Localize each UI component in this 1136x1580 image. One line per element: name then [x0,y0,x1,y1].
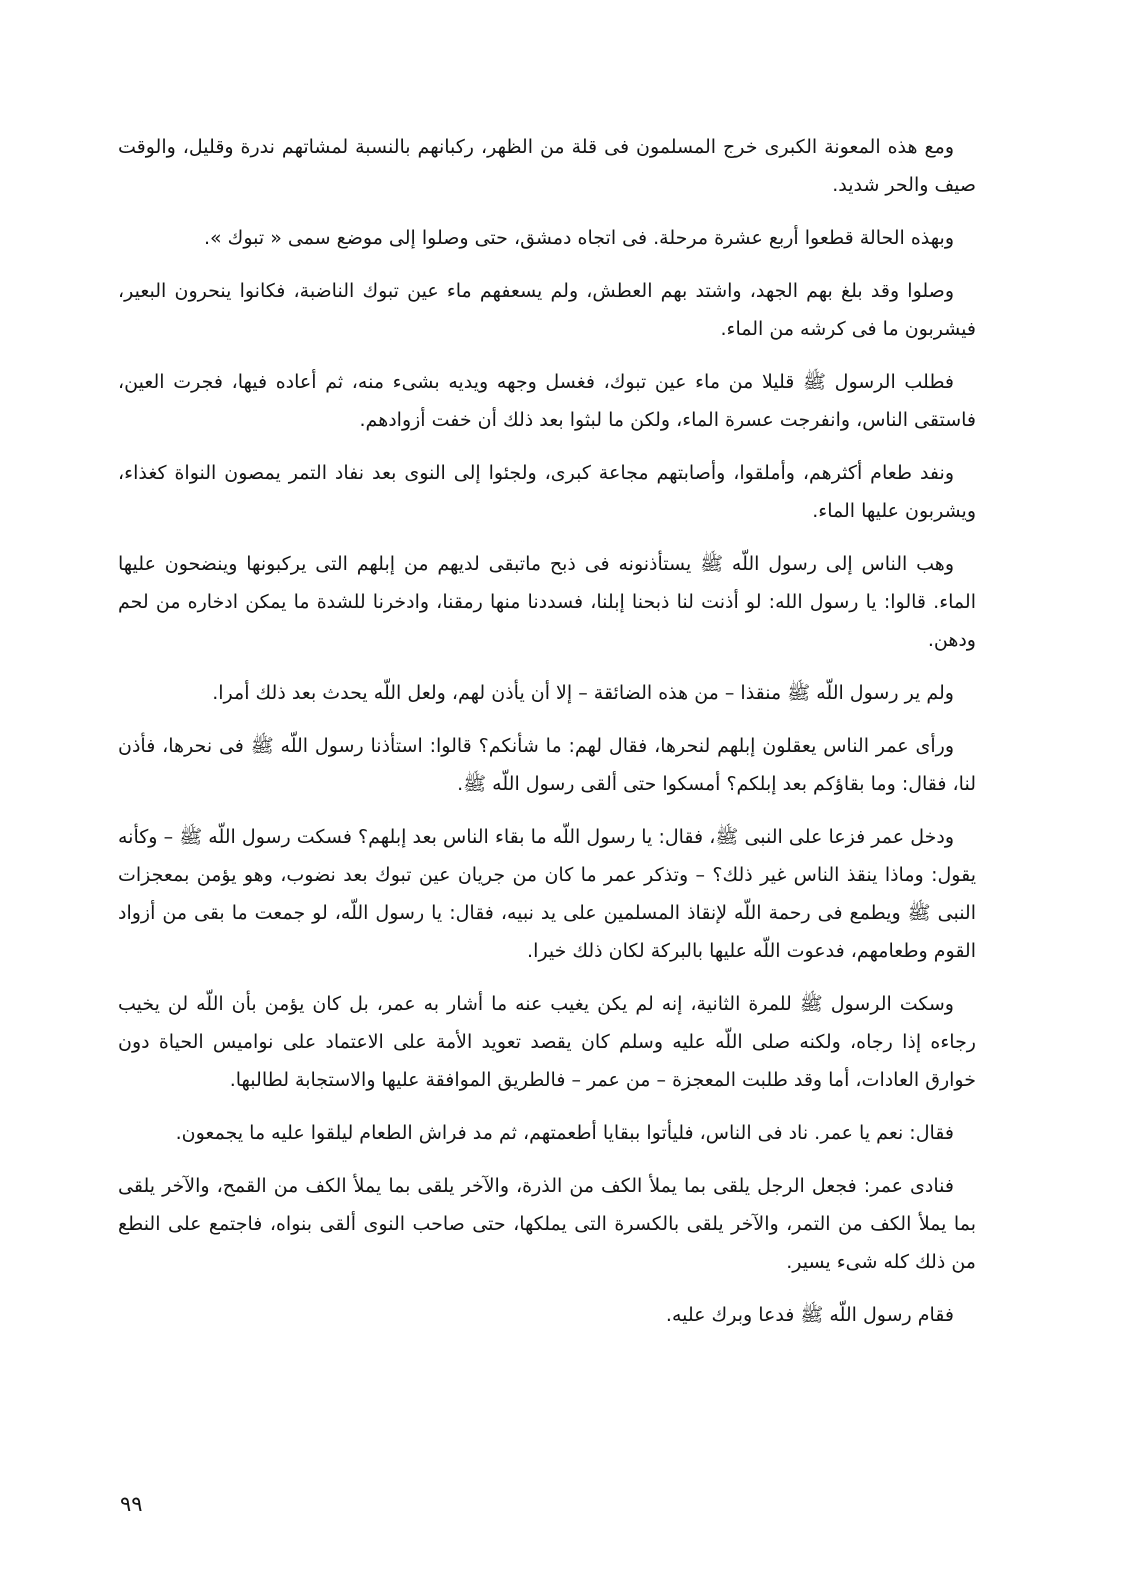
paragraph: ورأى عمر الناس يعقلون إبلهم لنحرها، فقال لهم: ما شأنكم؟ قالوا: استأذنا رسول اللّه ﷺ فى نحرها، فأذن لنا، فقال: وما بقاؤكم بعد إبلكم؟ أمسكوا حتى ألقى رسول اللّه ﷺ. [118,735,976,795]
paragraph: ونفد طعام أكثرهم، وأملقوا، وأصابتهم مجاعة كبرى، ولجئوا إلى النوى بعد نفاد التمر يمصون النواة كغذاء، ويشربون عليها الماء. [118,462,976,522]
paragraph: وصلوا وقد بلغ بهم الجهد، واشتد بهم العطش، ولم يسعفهم ماء عين تبوك الناضبة، فكانوا ينحرون البعير، فيشربون ما فى كرشه من الماء. [118,280,976,340]
paragraph: وهب الناس إلى رسول اللّه ﷺ يستأذنونه فى ذبح ماتبقى لديهم من إبلهم التى يركبونها وينضحون عليها الماء. قالوا: يا رسول الله: لو أذنت لنا ذبحنا إبلنا، فسددنا منها رمقنا، وادخرنا للشدة ما يمكن ادخاره من لحم ودهن. [118,553,976,651]
paragraph: وبهذه الحالة قطعوا أربع عشرة مرحلة. فى اتجاه دمشق، حتى وصلوا إلى موضع سمى « تبوك ». [203,227,954,249]
paragraph: ومع هذه المعونة الكبرى خرج المسلمون فى قلة من الظهر، ركبانهم بالنسبة لمشاتهم ندرة وقليل، والوقت صيف والحر شديد. [118,136,976,196]
paragraph: فقام رسول اللّه ﷺ فدعا وبرك عليه. [665,1304,954,1326]
paragraph: فطلب الرسول ﷺ قليلا من ماء عين تبوك، فغسل وجهه ويديه بشىء منه، ثم أعاده فيها، فجرت العين، فاستقى الناس، وانفرجت عسرة الماء، ولكن ما لبثوا بعد ذلك أن خفت أزوادهم. [118,371,976,431]
paragraph: ودخل عمر فزعا على النبى ﷺ، فقال: يا رسول اللّه ما بقاء الناس بعد إبلهم؟ فسكت رسول اللّه ﷺ – وكأنه يقول: وماذا ينقذ الناس غير ذلك؟ – وتذكر عمر ما كان من جريان عين تبوك بعد نضوب، وهو يؤمن بمعجزات النبى ﷺ ويطمع فى رحمة اللّه لإنقاذ المسلمين على يد نبيه، فقال: يا رسول اللّه، لو جمعت ما بقى من أزواد القوم وطعامهم، فدعوت اللّه عليها بالبركة لكان ذلك خيرا. [118,826,976,962]
paragraph: فقال: نعم يا عمر. ناد فى الناس، فليأتوا ببقايا أطعمتهم، ثم مد فراش الطعام ليلقوا عليه ما يجمعون. [175,1122,954,1144]
paragraph: وسكت الرسول ﷺ للمرة الثانية، إنه لم يكن يغيب عنه ما أشار به عمر، بل كان يؤمن بأن اللّه لن يخيب رجاءه إذا رجاه، ولكنه صلى اللّه عليه وسلم كان يقصد تعويد الأمة على الاعتماد على نواميس الحياة دون خوارق العادات، أما وقد طلبت المعجزة – من عمر – فالطريق الموافقة عليها والاستجابة لطالبها. [118,993,976,1091]
body-text [118,128,976,1349]
page-number: ٩٩ [120,1492,143,1516]
paragraph: ولم ير رسول اللّه ﷺ منقذا – من هذه الضائقة – إلا أن يأذن لهم، ولعل اللّه يحدث بعد ذلك أمرا. [212,682,954,704]
paragraph: فنادى عمر: فجعل الرجل يلقى بما يملأ الكف من الذرة، والآخر يلقى بما يملأ الكف من القمح، والآخر يلقى بما يملأ الكف من التمر، والآخر يلقى بالكسرة التى يملكها، حتى صاحب النوى ألقى بنواه، فاجتمع على النطع من ذلك كله شىء يسير. [118,1175,976,1273]
